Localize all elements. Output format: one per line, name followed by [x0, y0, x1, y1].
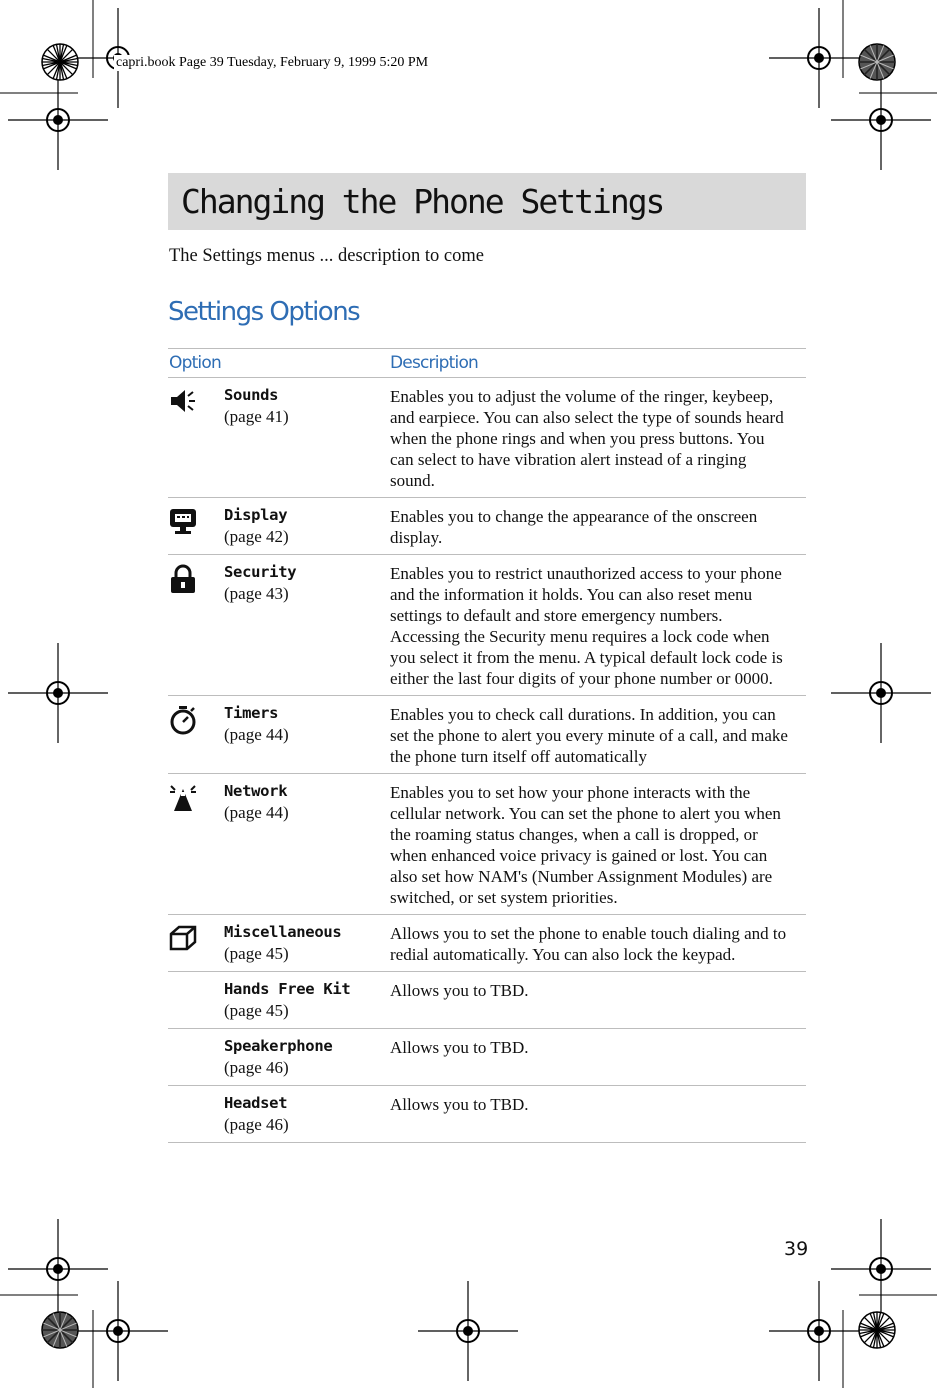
print-header: capri.book Page 39 Tuesday, February 9, 1999 5:20 PM: [116, 55, 429, 70]
option-description: Enables you to change the appearance of the onscreen display.: [390, 498, 806, 555]
intro-paragraph: The Settings menus ... description to come: [169, 246, 484, 266]
stopwatch-icon: [168, 705, 198, 735]
option-description: Enables you to set how your phone interacts with the cellular network. You can set the phone to alert you when the roaming status changes, when a call is dropped, or when enhanced voice privacy is gained or lost. You can also set how NAM's (Number Assignment Modules) are switched, or set system priorities.: [390, 774, 806, 915]
option-name: Timers: [224, 704, 279, 722]
option-name: Security: [224, 563, 297, 581]
option-description: Allows you to set the phone to enable touch dialing and to redial automatically. You can also lock the keypad.: [390, 915, 806, 972]
table-header-row: [168, 349, 806, 378]
option-description: Enables you to check call durations. In addition, you can set the phone to alert you every minute of a call, and make the phone turn itself off automatically: [390, 696, 806, 774]
table-row: [168, 555, 806, 696]
box-icon: [168, 924, 198, 952]
option-description: Allows you to TBD.: [390, 972, 806, 1029]
registration-mark: [68, 1281, 168, 1381]
lock-icon: [168, 564, 198, 594]
chapter-title-bar: [168, 173, 806, 230]
table-row: [168, 1086, 806, 1143]
option-page-ref: (page 43): [224, 584, 289, 603]
page-number: 39: [784, 1238, 809, 1260]
table-row: [168, 972, 806, 1029]
option-column-header: Option: [168, 349, 390, 378]
table-row: [168, 774, 806, 915]
table-row: [168, 378, 806, 498]
settings-options-table: [168, 348, 806, 1143]
registration-mark: [418, 1281, 518, 1381]
option-page-ref: (page 45): [224, 1001, 289, 1020]
registration-mark: [831, 70, 931, 170]
option-name: Display: [224, 506, 288, 524]
description-column-header: Description: [390, 349, 806, 378]
star-target-mark: [40, 42, 80, 82]
antenna-icon: [168, 783, 198, 813]
option-page-ref: (page 42): [224, 527, 289, 546]
table-row: [168, 696, 806, 774]
option-page-ref: (page 41): [224, 407, 289, 426]
option-page-ref: (page 45): [224, 944, 289, 963]
option-page-ref: (page 44): [224, 725, 289, 744]
chapter-title: Changing the Phone Settings: [181, 182, 664, 221]
option-name: Network: [224, 782, 288, 800]
monitor-icon: [168, 507, 198, 535]
option-description: Enables you to restrict unauthorized access to your phone and the information it holds. You can also reset menu settings to default and store emergency numbers. Accessing the Security menu requires a lock code when you select it from the menu. A typical default lock code is either the last four digits of your phone number or 0000.: [390, 555, 806, 696]
option-description: Allows you to TBD.: [390, 1086, 806, 1143]
registration-mark: [8, 643, 108, 743]
option-name: Headset: [224, 1094, 288, 1112]
section-title: Settings Options: [168, 297, 360, 327]
registration-mark: [8, 70, 108, 170]
option-name: Hands Free Kit: [224, 980, 351, 998]
registration-mark: [769, 1281, 869, 1381]
table-row: [168, 498, 806, 555]
option-name: Miscellaneous: [224, 923, 342, 941]
registration-mark: [831, 643, 931, 743]
table-row: [168, 915, 806, 972]
option-page-ref: (page 46): [224, 1058, 289, 1077]
star-target-mark: [857, 42, 897, 82]
star-target-mark: [40, 1310, 80, 1350]
option-name: Speakerphone: [224, 1037, 333, 1055]
option-name: Sounds: [224, 386, 279, 404]
speaker-icon: [168, 387, 198, 415]
star-target-mark: [857, 1310, 897, 1350]
option-description: Allows you to TBD.: [390, 1029, 806, 1086]
option-description: Enables you to adjust the volume of the ringer, keybeep, and earpiece. You can also select the type of sounds heard when the phone rings and when you press buttons. You can select to have vibration alert instead of a ringing sound.: [390, 378, 806, 498]
table-row: [168, 1029, 806, 1086]
option-page-ref: (page 46): [224, 1115, 289, 1134]
option-page-ref: (page 44): [224, 803, 289, 822]
